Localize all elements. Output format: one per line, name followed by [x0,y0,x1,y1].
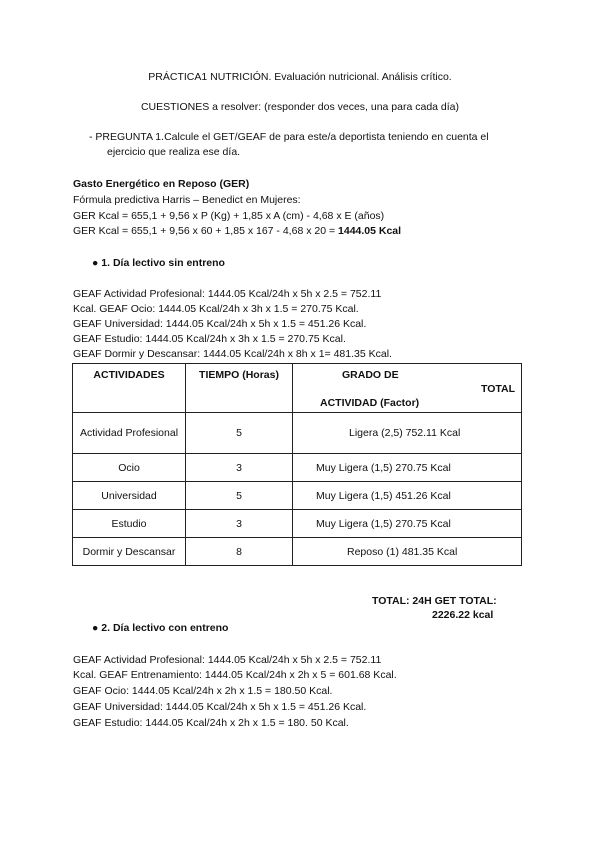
cell-actividad: Ocio [73,454,186,482]
document-subtitle: CUESTIONES a resolver: (responder dos veces, una para cada día) [140,101,460,113]
day1-line: GEAF Actividad Profesional: 1444.05 Kcal/24h x 5h x 2.5 = 752.11 [73,288,382,300]
table-row [73,538,522,566]
cell-actividad: Universidad [73,482,186,510]
bullet-icon: ● [92,257,99,269]
table-row [73,454,522,482]
total-line-2: 2226.22 kcal [432,609,494,621]
cell-grado: Reposo (1) 481.35 Kcal [293,538,522,566]
cell-tiempo: 5 [186,482,293,510]
cell-tiempo: 8 [186,538,293,566]
header-tiempo: TIEMPO (Horas) [186,364,293,413]
ger-heading: Gasto Energético en Reposo (GER) [73,178,250,190]
ger-formula: GER Kcal = 655,1 + 9,56 x P (Kg) + 1,85 x A (cm) - 4,68 x E (años) [73,210,385,222]
table-row [73,482,522,510]
header-actividades: ACTIVIDADES [73,364,186,413]
day2-heading-text: 2. Día lectivo con entreno [101,622,229,634]
cell-grado: Ligera (2,5) 752.11 Kcal [293,413,522,454]
day2-line: GEAF Universidad: 1444.05 Kcal/24h x 5h x 1.5 = 451.26 Kcal. [73,701,367,713]
day2-heading [92,622,228,634]
day2-line: GEAF Estudio: 1444.05 Kcal/24h x 2h x 1.5 = 180. 50 Kcal. [73,717,349,729]
day1-line: Kcal. GEAF Ocio: 1444.05 Kcal/24h x 3h x 1.5 = 270.75 Kcal. [73,303,359,315]
ger-calc-prefix: GER Kcal = 655,1 + 9,56 x 60 + 1,85 x 167 - 4,68 x 20 = [73,225,339,237]
cell-grado: Muy Ligera (1,5) 451.26 Kcal [293,482,522,510]
ger-formula-name: Fórmula predictiva Harris – Benedict en Mujeres: [73,194,301,206]
table-row [73,413,522,454]
cell-actividad: Dormir y Descansar [73,538,186,566]
cell-grado: Muy Ligera (1,5) 270.75 Kcal [293,510,522,538]
header-grado-total [293,364,522,413]
cell-grado: Muy Ligera (1,5) 270.75 Kcal [293,454,522,482]
cell-tiempo: 5 [186,413,293,454]
day1-heading [92,257,225,269]
cell-actividad: Actividad Profesional [73,413,186,454]
table-header-row [73,364,522,413]
activities-table [72,363,522,566]
ger-calc-result: 1444.05 Kcal [338,225,402,237]
day2-line: GEAF Actividad Profesional: 1444.05 Kcal/24h x 5h x 2.5 = 752.11 [73,654,382,666]
day1-line: GEAF Universidad: 1444.05 Kcal/24h x 5h x 1.5 = 451.26 Kcal. [73,318,367,330]
question-line-2: ejercicio que realiza ese día. [107,146,241,158]
total-line-1: TOTAL: 24H GET TOTAL: [372,595,497,607]
day1-heading-text: 1. Día lectivo sin entreno [101,257,225,269]
day1-line: GEAF Dormir y Descansar: 1444.05 Kcal/24h x 8h x 1= 481.35 Kcal. [73,348,392,360]
table-row [73,510,522,538]
document-title: PRÁCTICA1 NUTRICIÓN. Evaluación nutricional. Análisis crítico. [148,71,452,83]
header-grado: GRADO DE [342,369,399,381]
cell-tiempo: 3 [186,454,293,482]
day2-line: GEAF Ocio: 1444.05 Kcal/24h x 2h x 1.5 = 180.50 Kcal. [73,685,333,697]
header-total: TOTAL [481,383,516,395]
day2-line: Kcal. GEAF Entrenamiento: 1444.05 Kcal/24h x 2h x 5 = 601.68 Kcal. [73,669,397,681]
cell-tiempo: 3 [186,510,293,538]
bullet-icon: ● [92,622,99,634]
question-line-1: - PREGUNTA 1.Calcule el GET/GEAF de para este/a deportista teniendo en cuenta el [89,131,489,143]
cell-actividad: Estudio [73,510,186,538]
day1-line: GEAF Estudio: 1444.05 Kcal/24h x 3h x 1.5 = 270.75 Kcal. [73,333,346,345]
ger-calculation [73,225,401,237]
header-actividad-factor: ACTIVIDAD (Factor) [320,397,420,409]
